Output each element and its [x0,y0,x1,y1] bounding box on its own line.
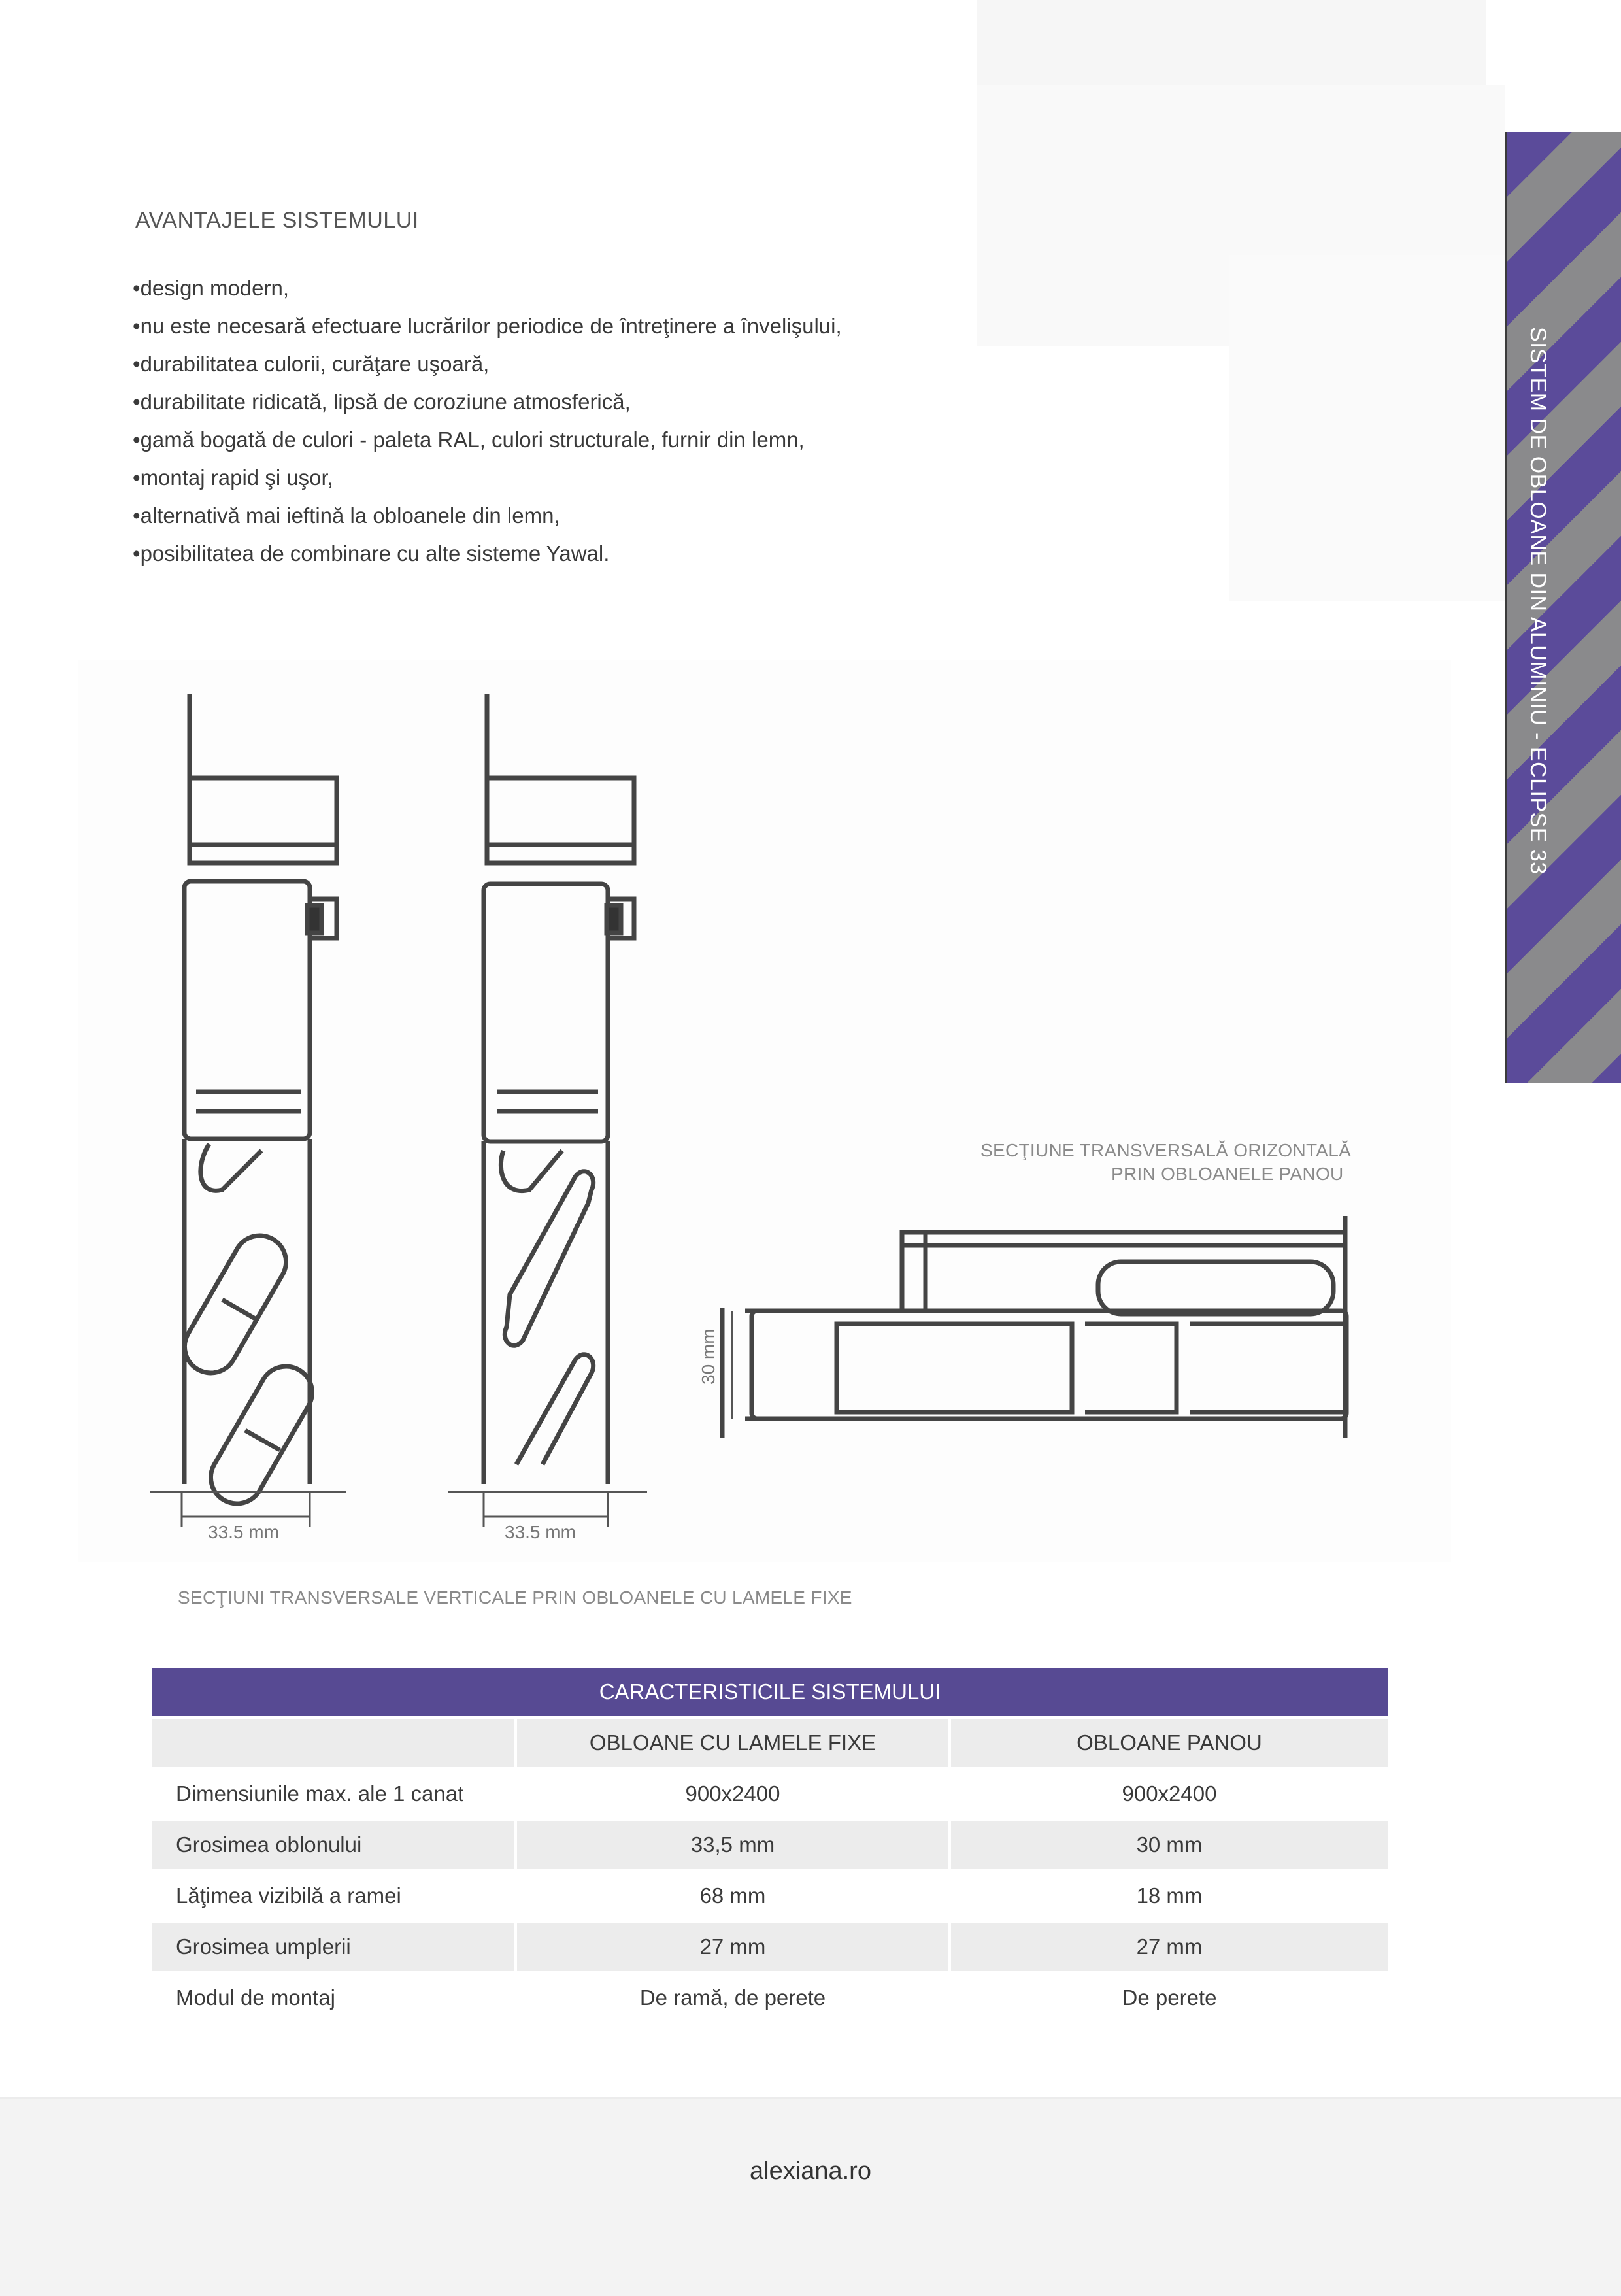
table-cell: 900x2400 [517,1770,948,1818]
table-row [152,1821,1388,1869]
list-item: • durabilitatea culorii, curăţare uşoară, [133,345,842,383]
footer [0,2097,1621,2296]
table-header-panel: OBLOANE PANOU [951,1719,1388,1767]
list-item: • gamă bogată de culori - paleta RAL, culori structurale, furnir din lemn, [133,421,842,459]
table-row-label: Dimensiunile max. ale 1 canat [152,1770,514,1818]
table-cell: 27 mm [517,1923,948,1971]
table-cell: 900x2400 [951,1770,1388,1818]
table-row-label: Grosimea umplerii [152,1923,514,1971]
table-row-label: Grosimea oblonului [152,1821,514,1869]
table-header-fixed: OBLOANE CU LAMELE FIXE [517,1719,948,1767]
horizontal-section [722,1216,1346,1438]
table-cell: 33,5 mm [517,1821,948,1869]
list-item: • alternativă mai ieftină la obloanele din lemn, [133,497,842,535]
advantages-title: AVANTAJELE SISTEMULUI [135,208,419,233]
table-title: CARACTERISTICILE SISTEMULUI [152,1668,1388,1716]
table-cell: 18 mm [951,1872,1388,1920]
table-cell: 68 mm [517,1872,948,1920]
dim-label-horizontal: 30 mm [698,1328,718,1385]
list-item: • nu este necesară efectuare lucrărilor periodice de întreţinere a învelişului, [133,307,842,345]
list-item: • durabilitate ridicată, lipsă de coroziune atmosferică, [133,383,842,421]
list-item: • montaj rapid şi uşor, [133,459,842,497]
table-row-label: Lăţimea vizibilă a ramei [152,1872,514,1920]
table-row [152,1770,1388,1818]
table-row-label: Modul de montaj [152,1974,514,2022]
list-item: • posibilitatea de combinare cu alte sisteme Yawal. [133,535,842,573]
table-row [152,1923,1388,1971]
horizontal-section-caption-2: PRIN OBLOANELE PANOU [1111,1164,1344,1184]
footer-site-link[interactable]: alexiana.ro [750,2157,871,2185]
spec-table [150,1665,1390,2025]
horizontal-section-caption-1: SECŢIUNE TRANSVERSALĂ ORIZONTALĂ [980,1140,1352,1160]
table-row [152,1974,1388,2022]
table-row [152,1872,1388,1920]
table-cell: De ramă, de perete [517,1974,948,2022]
table-cell: De perete [951,1974,1388,2022]
dim-label-right: 33.5 mm [505,1522,576,1542]
table-cell: 30 mm [951,1821,1388,1869]
sidebar-title: SISTEM DE OBLOANE DIN ALUMINIU - ECLIPSE 33 [1526,327,1550,875]
table-header-empty [152,1719,514,1767]
vertical-section-panel [484,694,634,1484]
vertical-section-slats [175,694,337,1513]
list-item: • design modern, [133,269,842,307]
vertical-sections-caption: SECŢIUNI TRANSVERSALE VERTICALE PRIN OBLOANELE CU LAMELE FIXE [178,1587,852,1608]
dim-label-left: 33.5 mm [208,1522,279,1542]
table-cell: 27 mm [951,1923,1388,1971]
